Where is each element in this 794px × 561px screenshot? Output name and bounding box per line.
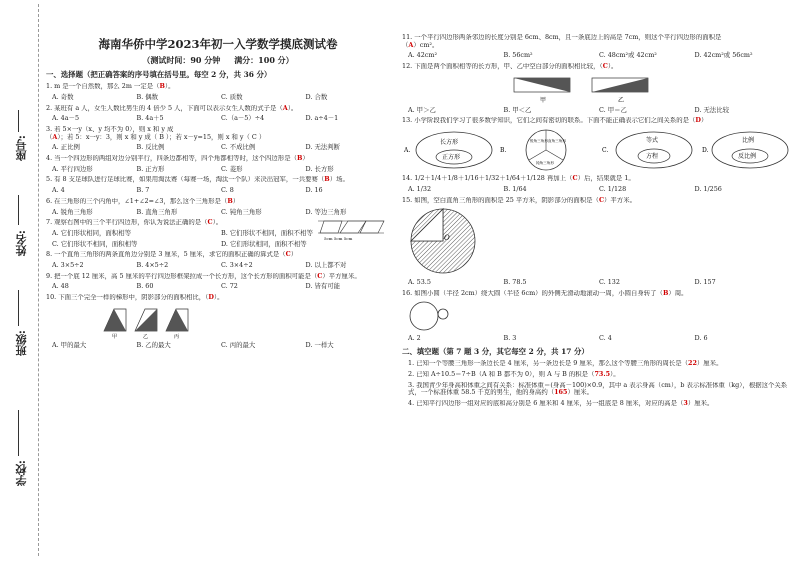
trapezoids-figure	[102, 305, 192, 339]
answer-14: C	[572, 175, 578, 183]
fill-question-4: 4. 已知平行四边形一组对应的底和高分别是 6 厘米和 4 厘米，另一组底是 8 厘米，对应的高是（3）厘米。	[408, 399, 714, 407]
venn-d	[712, 132, 788, 168]
answer-1: B	[159, 83, 165, 91]
name-label: 姓名:	[15, 230, 28, 257]
question-15: 15. 如图，空白直角三角形的面积是 25 平方米，阴影部分的面积是（C）平方米。	[402, 196, 636, 204]
venn-diagrams-figure	[402, 128, 790, 172]
question-10: 10. 下面三个完全一样的梯形中，阴影部分的面积相比，（D）。	[46, 294, 224, 302]
answer-7: C	[207, 219, 213, 227]
cut-line	[38, 4, 39, 556]
name-underline	[18, 195, 19, 225]
label-rect-yi: 乙	[618, 96, 625, 104]
label-jia: 甲	[112, 333, 118, 339]
page-subtitle	[46, 56, 390, 66]
school-underline	[18, 410, 19, 456]
svg-text:C.: C.	[602, 147, 609, 155]
label-yi: 乙	[143, 333, 149, 339]
left-column	[46, 0, 390, 349]
question-16: 16. 如图小圆（半径 2cm）绕大圆（半径 6cm）的外侧无滑动地滚动一周，小圆自身转了（B）周。	[402, 289, 688, 297]
question-7: 7. 观察右图中的三个平行四边形，你认为说法正确的是（C）。	[46, 219, 223, 227]
class-label: 班级:	[15, 330, 28, 357]
trapezoid-jia	[104, 309, 126, 331]
options-2: A. 4a－5 B. 4a＋5 C.（a－5）÷4 D. a÷4－1	[52, 114, 339, 123]
class-underline	[18, 290, 19, 326]
answer-9: C	[317, 272, 323, 280]
options-3: A. 正比例 B. 反比例 C. 不成比例 D. 无法判断	[52, 143, 341, 152]
answer-16: B	[662, 289, 669, 297]
fill-question-1: 1. 已知一个等腰三角形一条边长是 4 厘米，另一条边长是 9 厘米，那么这个等腰三角形的周长是（22）厘米。	[408, 360, 723, 368]
answer-13: D	[695, 117, 701, 125]
rectangle-yi	[592, 78, 648, 92]
options-12: A. 甲＞乙 B. 甲＜乙 C. 甲＝乙 D. 无法比较	[408, 105, 730, 114]
fill-question-2: 2. 已知 A÷10.5＝7÷B（A 和 B 都不为 0），则 A 与 B 的积是（73.5）。	[408, 370, 620, 378]
svg-text:A.: A.	[404, 147, 411, 155]
question-13: 13. 小学阶段我们学习了很多数学知识，它们之间有密切的联系。下面不能正确表示它们之间关系的是（D）	[402, 117, 708, 125]
options-11: A. 42cm² B. 56cm² C. 48cm²或 42cm² D. 42cm²或 56cm²	[408, 51, 753, 60]
options-9: A. 48 B. 60 C. 72 D. 皆有可能	[52, 282, 341, 291]
options-6: A. 锐角三角形 B. 直角三角形 C. 钝角三角形 D. 等边三角形	[52, 207, 347, 216]
svg-text:钝角三角形: 钝角三角形	[536, 161, 554, 166]
label-bing: 丙	[174, 333, 180, 339]
question-4: 4. 当一个四边形的两组对边分别平行，四条边都相等，四个角都相等时，这个四边形是（B）	[46, 155, 309, 163]
seat-underline	[18, 110, 19, 132]
seat-label: 座号:	[15, 135, 28, 162]
answer-6: B	[227, 197, 233, 205]
svg-text:直角三角形: 直角三角形	[548, 139, 566, 144]
fill-answer-4: 3	[683, 399, 688, 407]
parallelogram-caption: 5cm 5cm 5cm	[324, 236, 353, 242]
options-7a: A. 它们形状相同，面积相等 B. 它们形状不相同，面积不相等	[52, 228, 313, 237]
center-o-label: O	[444, 234, 450, 243]
question-8: 8. 一个直角三角形的两条直角边分别是 3 厘米，5 厘米，求它的面积正确的算式是（C）	[46, 251, 298, 259]
fill-answer-3: 165	[554, 388, 568, 397]
answer-2: A	[282, 104, 288, 112]
section1-header: 一、选择题（把正确答案的序号填在括号里。每空 2 分，共 36 分）	[46, 70, 272, 80]
question-14: 14. 1/2＋1/4＋1/8＋1/16＋1/32＋1/64＋1/128 再加上（C）后，结果就是 1。	[402, 175, 635, 183]
trapezoid-bing	[166, 309, 188, 331]
fill-answer-1: 22	[688, 360, 697, 368]
right-column	[402, 0, 790, 408]
options-7b: C. 它们形状不相同，面积相等 D. 它们形状相同，面积不相等	[52, 239, 307, 248]
options-15: A. 53.5 B. 78.5 C. 132 D. 157	[408, 278, 716, 287]
options-4: A. 平行四边形 B. 正方形 C. 菱形 D. 长方形	[52, 164, 334, 173]
circle-triangle-figure	[408, 206, 478, 276]
fill-question-3: 3. 我国青少年身高和体重之间有关系：标准体重＝(身高－100)×0.9，其中 a 表示身高（cm），b 表示标准体重（kg），根据这个关系式，一个标准体重 58.5 千克的男生，他的身高约（165）厘米。	[408, 381, 788, 397]
svg-text:D.: D.	[702, 147, 709, 155]
rectangles-figure	[512, 74, 652, 104]
rectangle-jia	[514, 78, 570, 92]
svg-text:锐角三角形: 锐角三角形	[530, 139, 548, 144]
rolling-circles-figure	[408, 300, 468, 332]
answer-3: A	[52, 132, 58, 141]
school-label: 学校:	[15, 460, 28, 487]
svg-text:B.: B.	[500, 147, 507, 155]
parallelograms-figure	[316, 217, 386, 241]
svg-text:比例: 比例	[742, 137, 755, 145]
venn-a	[416, 132, 492, 168]
answer-5: B	[324, 176, 330, 184]
question-3: 3. 若 5×一y（x、y 均不为 0），则 x 和 y 成（A）；若 5：x一y：3，则 x 和 y 成（ B ）；若 x－y=15，则 x 和 y（ C ）	[46, 126, 266, 141]
question-5: 5. 有 8 支足球队进行足球比赛，如果用淘汰赛（每赛一场，淘汰一个队）来决出冠军，一共要赛（B）场。	[46, 176, 349, 184]
answer-8: C	[285, 251, 291, 259]
question-1: 1. m 是一个自然数，那么 2m 一定是（B）。	[46, 83, 175, 91]
answer-4: B	[296, 155, 303, 163]
question-6: 6. 在三角形的三个内角中，∠1+∠2=∠3，那么这个三角形是（B）	[46, 197, 240, 205]
trapezoid-yi	[135, 309, 157, 331]
options-8: A. 3×5÷2 B. 4×5÷2 C. 3×4÷2 D. 以上都不对	[52, 260, 347, 269]
svg-text:等式: 等式	[646, 137, 659, 145]
options-14: A. 1/32 B. 1/64 C. 1/128 D. 1/256	[408, 184, 722, 193]
options-5: A. 4 B. 7 C. 8 D. 16	[52, 186, 323, 195]
question-12: 12. 下面是两个面积相等的长方形，甲、乙中空白部分的面积相比较，（C）。	[402, 63, 618, 71]
svg-text:方程: 方程	[646, 153, 659, 161]
answer-15: C	[598, 196, 605, 204]
section2-header: 二、填空题（第 7 题 3 分，其它每空 2 分，共 17 分）	[402, 347, 589, 357]
label-rect-jia: 甲	[540, 96, 547, 104]
page-title: 海南华侨中学2023年初一入学数学摸底测试卷	[98, 37, 338, 51]
options-16: A. 2 B. 3 C. 4 D. 6	[408, 333, 708, 342]
fill-answer-2: 73.5	[594, 370, 611, 378]
svg-text:反比例: 反比例	[738, 153, 757, 161]
venn-c	[616, 132, 692, 168]
answer-10: D	[208, 294, 214, 302]
options-10: A. 甲的最大 B. 乙的最大 C. 丙的最大 D. 一样大	[52, 340, 334, 349]
svg-text:正方形: 正方形	[442, 154, 461, 162]
question-9: 9. 把一个底 12 厘米，高 5 厘米的平行四边形框架拉成一个长方形，这个长方形的面积可能是（C）平方厘米。	[46, 272, 361, 280]
question-2: 2. 某班有 a 人，女生人数比男生的 4 倍少 5 人，下面可以表示女生人数的式子是（A）。	[46, 104, 298, 112]
answer-11: A	[408, 40, 414, 49]
question-11: 11. 一个平行四边形两条邻边的长度分别是 6cm、8cm，且一条底边上的高是 7cm，则这个平行四边形的面积是 （A）cm²。	[402, 34, 722, 49]
venn-b	[526, 130, 566, 170]
full-score: 满分：100 分）	[234, 54, 294, 65]
answer-12: C	[602, 63, 608, 71]
svg-text:长方形: 长方形	[440, 139, 459, 147]
options-1: A. 奇数 B. 偶数 C. 质数 D. 合数	[52, 92, 328, 101]
question-7-block	[46, 219, 390, 248]
test-time: （测试时间：90 分钟	[142, 54, 221, 65]
